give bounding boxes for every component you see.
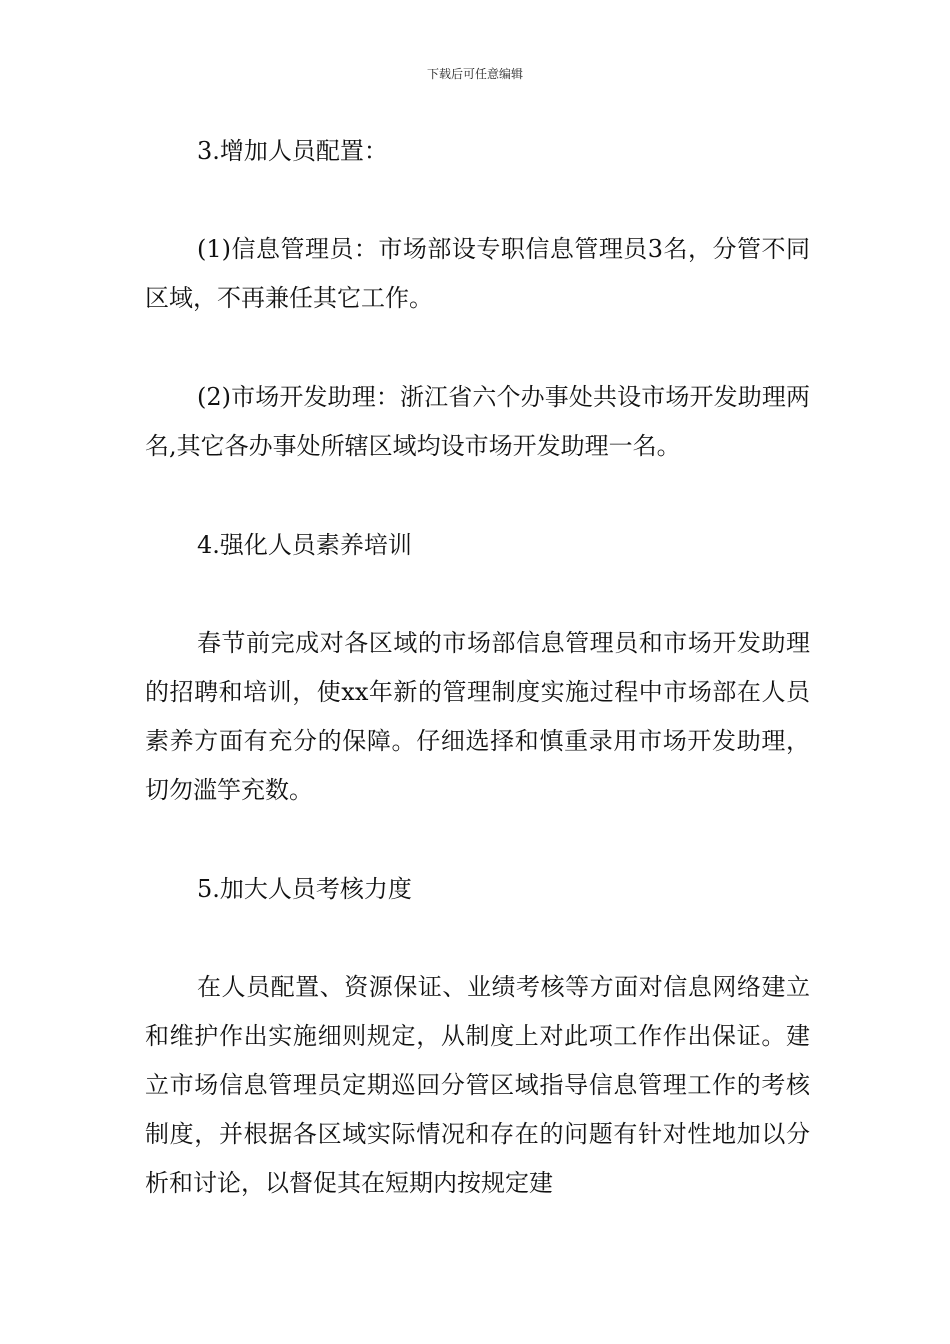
header-note: 下载后可任意编辑 [426,67,523,81]
document-body [145,127,810,1258]
paragraph-training: 春节前完成对各区域的市场部信息管理员和市场开发助理的招聘和培训，使xx年新的管理制度实施过程中市场部在人员素养方面有充分的保障。仔细选择和慎重录用市场开发助理，切勿滥竽充数。 [145,629,810,804]
paragraph-market-assistant: (2)市场开发助理：浙江省六个办事处共设市场开发助理两名,其它各办事处所辖区域均设市场开发助理一名。 [145,383,810,460]
section-heading-staffing: 3.增加人员配置： [197,137,388,165]
paragraph-info-manager: (1)信息管理员：市场部设专职信息管理员3名，分管不同区域，不再兼任其它工作。 [145,235,810,312]
section-heading-training: 4.强化人员素养培训 [197,531,412,559]
paragraph-assessment: 在人员配置、资源保证、业绩考核等方面对信息网络建立和维护作出实施细则规定，从制度上对此项工作作出保证。建立市场信息管理员定期巡回分管区域指导信息管理工作的考核制度，并根据各区域实际情况和存在的问题有针对性地加以分析和讨论，以督促其在短期内按规定建 [145,973,810,1197]
section-heading-assessment: 5.加大人员考核力度 [197,875,412,903]
